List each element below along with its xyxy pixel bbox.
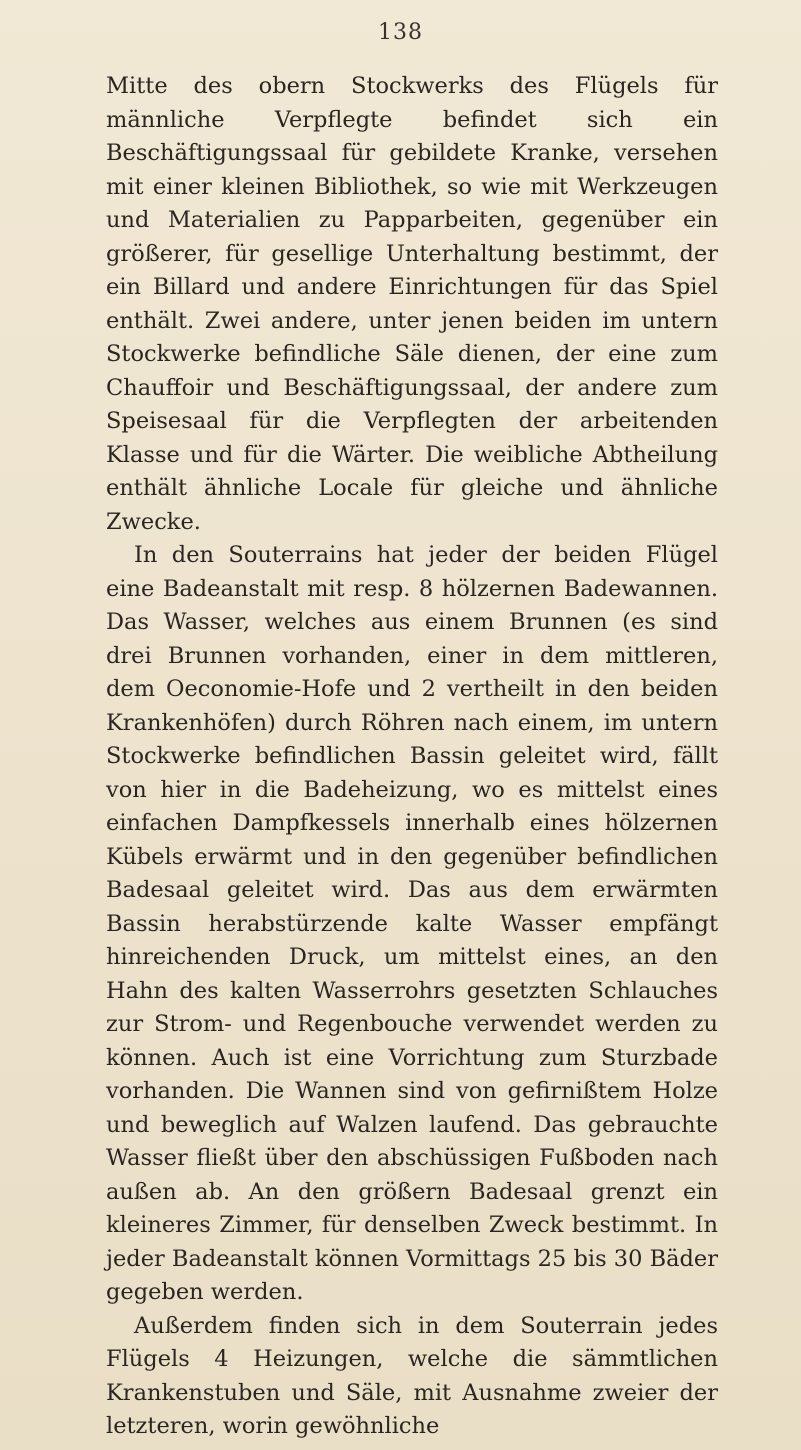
page-number: 138 <box>378 20 423 45</box>
paragraph-2: In den Souterrains hat jeder der beiden Flügel eine Badeanstalt mit resp. 8 hölzernen Badewannen. Das Wasser, welches aus einem Brunnen (es sind drei Brunnen vorhanden, einer in dem mittleren, dem Oeconomie-Hofe und 2 vertheilt in den beiden Krankenhöfen) durch Röhren nach einem, im untern Stockwerke befindlichen Bassin geleitet wird, fällt von hier in die Badeheizung, wo es mittelst eines einfachen Dampfkessels innerhalb eines hölzernen Kübels erwärmt und in den gegenüber befindlichen Badesaal geleitet wird. Das aus dem erwärmten Bassin herabstürzende kalte Wasser empfängt hinreichenden Druck, um mittelst eines, an den Hahn des kalten Wasserrohrs gesetzten Schlauches zur Strom- und Regenbouche verwendet werden zu können. Auch ist eine Vorrichtung zum Sturzbade vorhanden. Die Wannen sind von gefirnißtem Holze und beweglich auf Walzen laufend. Das gebrauchte Wasser fließt über den abschüssigen Fußboden nach außen ab. An den größern Badesaal grenzt ein kleineres Zimmer, für denselben Zweck bestimmt. In jeder Badeanstalt können Vormittags 25 bis 30 Bäder gegeben werden. <box>106 542 718 1305</box>
body-text <box>106 70 718 1444</box>
paragraph-3: Außerdem finden sich in dem Souterrain jedes Flügels 4 Heizungen, welche die sämmtlichen Krankenstuben und Säle, mit Ausnahme zweier der letzteren, worin gewöhnliche <box>106 1312 718 1439</box>
paragraph-1: Mitte des obern Stockwerks des Flügels für männliche Verpflegte befindet sich ein Beschäftigungssaal für gebildete Kranke, versehen mit einer kleinen Bibliothek, so wie mit Werkzeugen und Materialien zu Papparbeiten, gegenüber ein größerer, für gesellige Unterhaltung bestimmt, der ein Billard und andere Einrichtungen für das Spiel enthält. Zwei andere, unter jenen beiden im untern Stockwerke befindliche Säle dienen, der eine zum Chauffoir und Beschäftigungssaal, der andere zum Speisesaal für die Verpflegten der arbeitenden Klasse und für die Wärter. Die weibliche Abtheilung enthält ähnliche Locale für gleiche und ähnliche Zwecke. <box>106 73 718 535</box>
